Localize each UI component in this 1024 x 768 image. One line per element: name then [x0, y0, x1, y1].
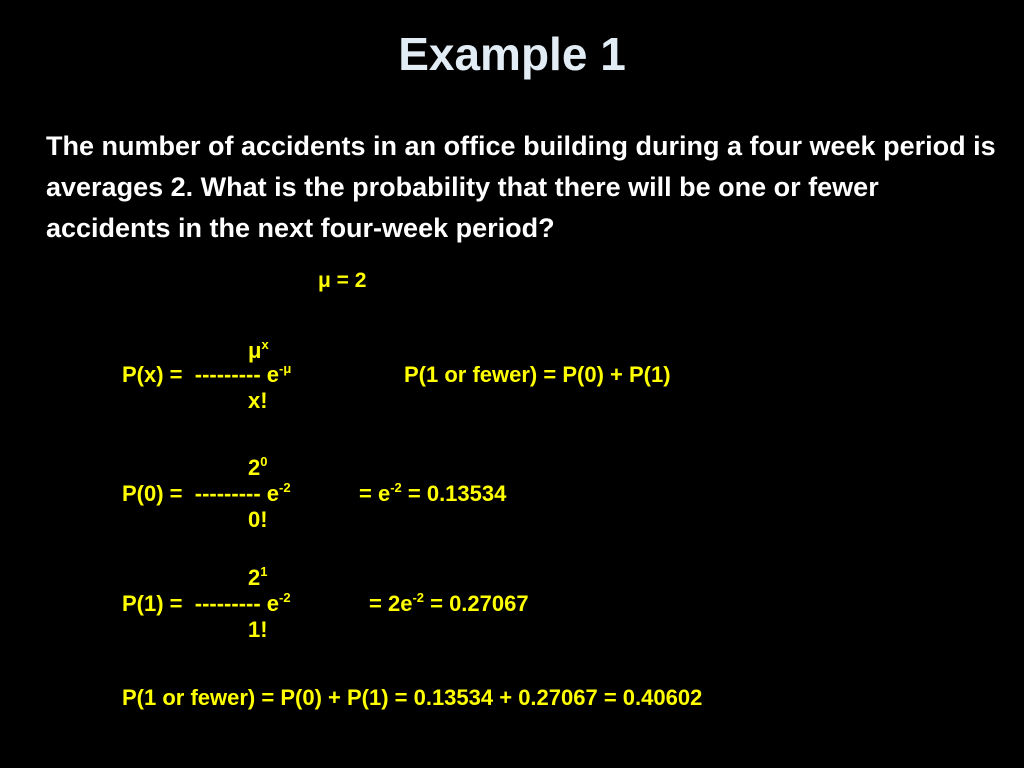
p1-numerator — [248, 565, 267, 591]
probability-rule: P(1 or fewer) = P(0) + P(1) — [404, 362, 671, 387]
formula-numerator-base: μ — [248, 338, 262, 363]
p0-line — [122, 481, 291, 507]
p1-lhs: P(1) = --------- e — [122, 591, 280, 616]
formula-numerator-exponent: x — [261, 337, 269, 352]
p0-eq-prefix: = e — [359, 481, 391, 506]
formula-line — [122, 362, 291, 388]
p0-exponent: -2 — [279, 480, 291, 495]
p0-numerator-exponent: 0 — [260, 454, 268, 469]
p1-numerator-exponent: 1 — [260, 564, 268, 579]
p0-eq-exponent: -2 — [390, 480, 402, 495]
p0-denominator: 0! — [248, 507, 268, 532]
p1-exponent: -2 — [279, 590, 291, 605]
p1-denominator: 1! — [248, 617, 268, 642]
p1-result — [369, 591, 529, 617]
p1-line — [122, 591, 291, 617]
p1-eq-value: = 0.27067 — [424, 591, 529, 616]
conclusion-line: P(1 or fewer) = P(0) + P(1) = 0.13534 + 0.27067 = 0.40602 — [122, 685, 703, 710]
p1-eq-exponent: -2 — [412, 590, 424, 605]
problem-statement: The number of accidents in an office building during a four week period is averages 2. What is the probability that there will be one or fewer accidents in the next four-week period? — [46, 131, 996, 243]
p0-lhs: P(0) = --------- e — [122, 481, 280, 506]
p0-eq-value: = 0.13534 — [401, 481, 507, 506]
p1-numerator-base: 2 — [248, 565, 261, 590]
p1-eq-prefix: = 2e — [369, 591, 413, 616]
mu-definition: μ = 2 — [318, 269, 367, 292]
formula-numerator — [248, 338, 269, 364]
slide-title: Example 1 — [398, 28, 626, 80]
formula-denominator: x! — [248, 388, 268, 413]
p0-numerator — [248, 455, 267, 481]
formula-exponent: -μ — [279, 361, 292, 376]
p0-numerator-base: 2 — [248, 455, 261, 480]
formula-lhs: P(x) = --------- e — [122, 362, 280, 387]
p0-result — [359, 481, 506, 507]
